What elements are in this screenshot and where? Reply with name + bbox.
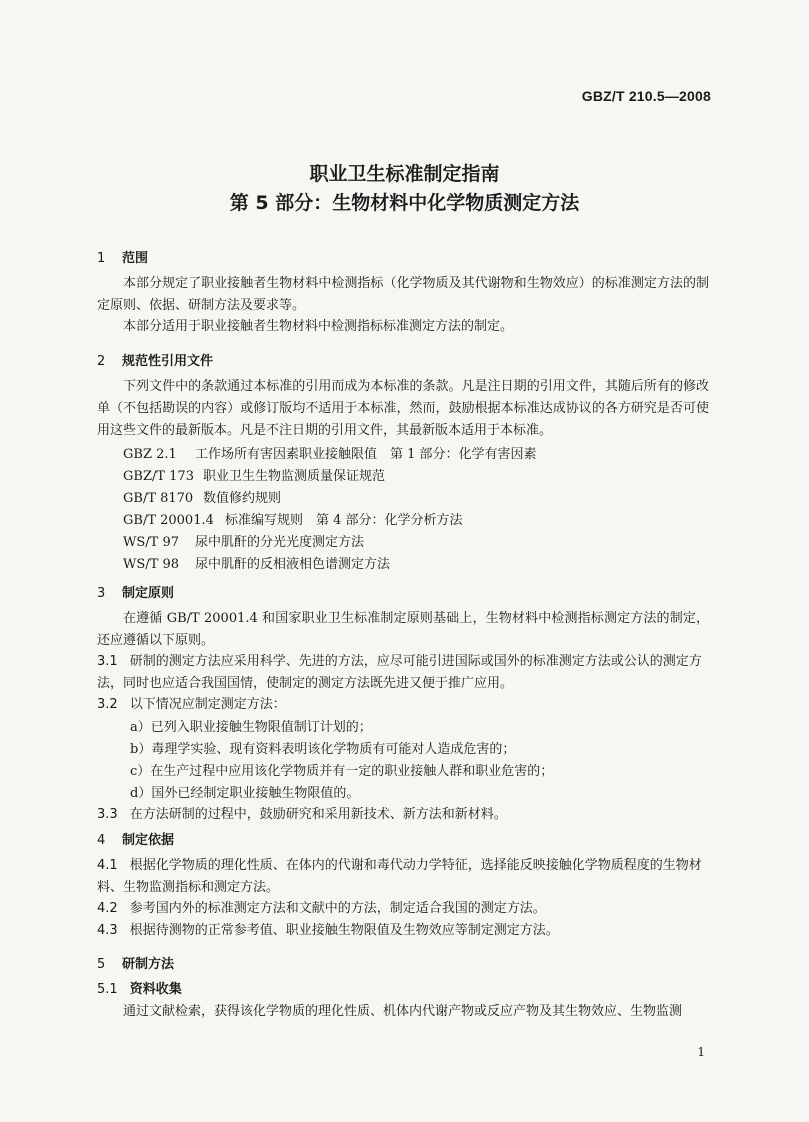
section-title: 制定原则	[122, 586, 175, 601]
section-5-heading	[97, 953, 174, 972]
section-title: 研制方法	[122, 957, 175, 972]
section-number: 3	[97, 586, 106, 601]
section-title: 规范性引用文件	[122, 354, 214, 369]
clause-5-1-heading: 5.1 资料收集	[97, 982, 182, 997]
document-title: 职业卫生标准制定指南	[309, 163, 500, 185]
clause-3-1: 3.1 研制的测定方法应采用科学、先进的方法，应尽可能引进国际或国外的标准测定方法或公认的测定方法，同时也应适合我国国情，使制定的测定方法既先进又便于推广应用。	[97, 654, 702, 691]
section-title: 制定依据	[122, 833, 175, 848]
section-3-heading	[97, 582, 174, 601]
section-1-paragraph-1: 本部分规定了职业接触者生物材料中检测指标（化学物质及其代谢物和生物效应）的标准测定方法的制定原则、依据、研制方法及要求等。	[97, 276, 709, 313]
section-number: 5	[97, 957, 106, 972]
reference-item: WS/T 98 尿中肌酐的反相液相色谱测定方法	[123, 557, 391, 572]
section-1-paragraph-2: 本部分适用于职业接触者生物材料中检测指标标准测定方法的制定。	[123, 319, 514, 334]
section-3-paragraph-1: 在遵循 GB/T 20001.4 和国家职业卫生标准制定原则基础上，生物材料中检测指标测定方法的制定，还应遵循以下原则。	[97, 611, 709, 648]
standard-code: GBZ/T 210.5—2008	[581, 88, 711, 104]
reference-item: WS/T 97 尿中肌酐的分光光度测定方法	[123, 535, 365, 550]
document-subtitle: 第 5 部分：生物材料中化学物质测定方法	[229, 192, 580, 214]
reference-item: GBZ/T 173 职业卫生生物监测质量保证规范	[123, 469, 386, 484]
clause-4-2: 4.2 参考国内外的标准测定方法和文献中的方法，制定适合我国的测定方法。	[97, 901, 546, 916]
section-1-heading	[97, 247, 148, 266]
list-item: d）国外已经制定职业接触生物限值的。	[130, 786, 360, 801]
clause-4-3: 4.3 根据待测物的正常参考值、职业接触生物限值及生物效应等制定测定方法。	[97, 923, 559, 938]
page-number: 1	[697, 1045, 705, 1059]
section-2-heading	[97, 350, 213, 369]
clause-3-3: 3.3 在方法研制的过程中，鼓励研究和采用新技术、新方法和新材料。	[97, 807, 507, 822]
list-item: a）已列入职业接触生物限值制订计划的；	[130, 720, 372, 735]
section-number: 1	[97, 251, 106, 266]
reference-item: GB/T 20001.4 标准编写规则 第 4 部分：化学分析方法	[123, 513, 463, 528]
section-5-paragraph-1: 通过文献检索，获得该化学物质的理化性质、机体内代谢产物或反应产物及其生物效应、生物监测	[123, 1004, 683, 1019]
section-4-heading	[97, 829, 174, 848]
section-number: 2	[97, 354, 106, 369]
clause-3-2: 3.2 以下情况应制定测定方法：	[97, 697, 286, 712]
clause-4-1: 4.1 根据化学物质的理化性质、在体内的代谢和毒代动力学特征，选择能反映接触化学物质程度的生物材料、生物监测指标和测定方法。	[97, 858, 702, 895]
list-item: b）毒理学实验、现有资料表明该化学物质有可能对人造成危害的；	[130, 742, 516, 757]
list-item: c）在生产过程中应用该化学物质并有一定的职业接触人群和职业危害的；	[130, 764, 554, 779]
section-title: 范围	[122, 251, 149, 266]
reference-item: GBZ 2.1 工作场所有害因素职业接触限值 第 1 部分：化学有害因素	[123, 447, 537, 462]
section-2-paragraph-1: 下列文件中的条款通过本标准的引用而成为本标准的条款。凡是注日期的引用文件，其随后所有的修改单（不包括勘误的内容）或修订版均不适用于本标准，然而，鼓励根据本标准达成协议的各方研究是否可使用这些文件的最新版本。凡是不注日期的引用文件，其最新版本适用于本标准。	[97, 379, 709, 438]
section-number: 4	[97, 833, 106, 848]
reference-item: GB/T 8170 数值修约规则	[123, 491, 282, 506]
